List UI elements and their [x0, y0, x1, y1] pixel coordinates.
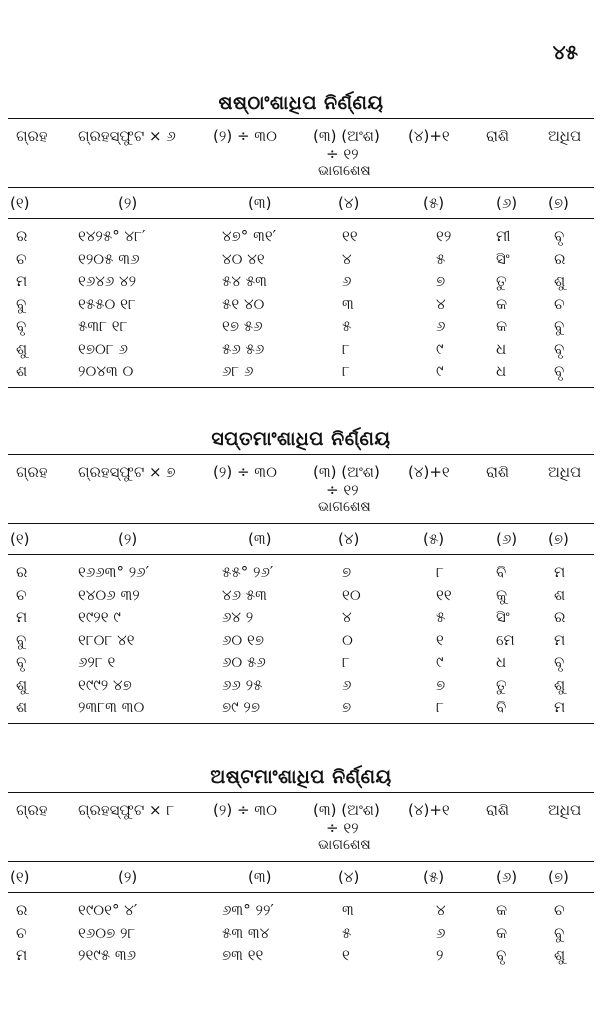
column-header: ରାଶି	[486, 463, 510, 481]
column-header: (୨) ÷ ୩୦	[213, 127, 277, 145]
column-number: (୪)	[338, 868, 360, 886]
table-section	[8, 88, 594, 388]
table-cell: ୧୬୦୭ ୨୮	[78, 923, 136, 942]
column-header: (୪)+୧	[408, 463, 450, 481]
table-cell: ବୁ	[16, 630, 27, 649]
page-number: ୪୫	[552, 40, 578, 64]
column-number: (୬)	[496, 194, 518, 212]
table-cell: ୫	[342, 923, 352, 942]
column-header: (୩) (ଅଂଶ)	[313, 801, 380, 819]
table-cell: ବୃ	[554, 653, 565, 671]
table-cell: ୧୯୯୨ ୪୭	[78, 675, 132, 694]
table-cell: ୫୬ ୫୬	[222, 339, 265, 358]
column-header: (୨) ÷ ୩୦	[213, 463, 277, 481]
table-cell: ମେ	[496, 630, 515, 649]
table-cell: ଶୁ	[16, 675, 28, 694]
section-title: ଅଷ୍ଟମାଂଶାଧିପ ନିର୍ଣ୍ଣୟ	[210, 766, 392, 788]
table-cell: ମ	[16, 946, 28, 964]
table-cell: ଚ	[554, 901, 565, 919]
column-number: (୫)	[423, 530, 445, 548]
column-header: ଅଧିପ	[548, 463, 582, 481]
table-cell: ୪୭° ୩୧′	[222, 227, 277, 245]
table-row	[8, 674, 594, 697]
column-numbers	[8, 188, 594, 218]
table-cell: ୪	[436, 294, 446, 313]
column-number: (୭)	[548, 868, 569, 886]
table-body	[8, 219, 594, 383]
table-row	[8, 629, 594, 652]
table-cell: କ	[496, 901, 508, 919]
column-header-sub: ଭାଗଶେଷ	[318, 499, 371, 515]
table-row	[8, 584, 594, 607]
table-cell: ୮	[342, 653, 350, 671]
table-cell: ୫୩ ୩୪	[222, 923, 270, 942]
table-cell: ୬	[342, 675, 352, 694]
column-number: (୫)	[423, 868, 445, 886]
column-header: ଗ୍ରହ	[16, 127, 48, 145]
table-cell: ମ	[16, 608, 28, 626]
table-cell: ତୁ	[496, 272, 507, 290]
table-cell: ୪୬ ୫୩	[222, 585, 267, 604]
table-body	[8, 893, 594, 967]
table-cell: କ	[496, 317, 508, 335]
table-cell: ଚ	[16, 585, 27, 604]
table-cell: ୮	[342, 339, 350, 358]
column-header: ଅଧିପ	[548, 801, 582, 819]
section-title: ଷଷ୍ଠାଂଶାଧିପ ନିର୍ଣ୍ଣୟ	[218, 92, 384, 114]
table-cell: ୩	[342, 901, 354, 919]
table-row	[8, 696, 594, 719]
column-header: (୨) ÷ ୩୦	[213, 801, 277, 819]
table-cell: ବି	[496, 698, 507, 716]
table-cell: ଶ	[16, 698, 28, 716]
table-cell: ବୃ	[554, 227, 565, 245]
table-cell: ଚ	[554, 294, 565, 313]
column-number: (୪)	[338, 530, 360, 548]
column-number: (୨)	[118, 530, 138, 548]
table-row	[8, 225, 594, 248]
table-cell: ୮	[342, 362, 350, 380]
column-header: ଗ୍ରହ	[16, 463, 48, 481]
table-cell: ୬୬ ୨୫	[222, 675, 263, 694]
table-cell: ମୀ	[496, 227, 511, 245]
section-title: ସପ୍ତମାଂଶାଧିପ ନିର୍ଣ୍ଣୟ	[211, 428, 391, 450]
table-cell: ବୁ	[16, 294, 27, 313]
table-cell: ଶୁ	[16, 339, 28, 358]
table-cell: ୬	[436, 317, 446, 335]
column-header-sub: ÷ ୧୨	[326, 819, 359, 837]
table-cell: ର	[554, 249, 566, 268]
table-row	[8, 315, 594, 338]
column-header-sub: ଭାଗଶେଷ	[318, 837, 371, 853]
table-rule	[8, 387, 594, 388]
table-cell: ବି	[496, 563, 507, 581]
column-number: (୧)	[10, 530, 30, 548]
table-cell: ସିଂ	[496, 249, 510, 268]
column-number: (୫)	[423, 194, 445, 212]
column-number: (୩)	[248, 868, 272, 886]
table-cell: ୭	[436, 272, 446, 290]
table-cell: ୫	[342, 317, 352, 335]
column-header: (୩) (ଅଂଶ)	[313, 127, 380, 145]
table-cell: ବୁ	[554, 317, 565, 335]
table-cell: ଶୁ	[554, 946, 566, 964]
table-cell: ୬୩° ୨୨′	[222, 901, 274, 919]
table-cell: ବୃ	[496, 946, 507, 964]
column-header: ଗ୍ରହ	[16, 801, 48, 819]
column-header: ଅଧିପ	[548, 127, 582, 145]
table-cell: ମ	[554, 698, 566, 716]
table-cell: ୮	[436, 563, 444, 581]
column-header: ରାଶି	[486, 127, 510, 145]
table-cell: ତୁ	[496, 675, 507, 694]
table-header	[8, 793, 594, 861]
table-cell: ୪	[342, 608, 352, 626]
table-cell: ବୃ	[554, 362, 565, 380]
column-number: (୩)	[248, 530, 272, 548]
table-cell: ୭୩ ୧୧	[222, 946, 264, 964]
table-cell: ୯	[436, 653, 444, 671]
table-cell: କ	[496, 294, 508, 313]
table-cell: ୨୦୪୩ ୦	[78, 362, 134, 380]
table-cell: ୧୨୦୫ ୩୬	[78, 249, 140, 268]
table-cell: ର	[16, 563, 28, 581]
table-row	[8, 270, 594, 293]
table-row	[8, 922, 594, 945]
column-numbers	[8, 862, 594, 892]
table-cell: ୬୮ ୬	[222, 362, 254, 380]
column-number: (୧)	[10, 194, 30, 212]
table-cell: ଶୁ	[554, 675, 566, 694]
table-cell: ଶ	[554, 585, 566, 604]
table-cell: ୨୩୮୩ ୩୦	[78, 698, 145, 716]
table-cell: ୧	[342, 946, 350, 964]
table-cell: ୬୦ ୫୬	[222, 653, 266, 671]
table-cell: ର	[554, 608, 566, 626]
table-cell: ମ	[554, 563, 566, 581]
table-cell: କୁ	[496, 585, 508, 604]
table-cell: ୧୮୦୮ ୪୧	[78, 630, 135, 649]
table-cell: ବୃ	[16, 653, 27, 671]
table-header	[8, 455, 594, 523]
table-cell: ୧୨	[436, 227, 452, 245]
column-header: ଗ୍ରହସ୍ଫୁଟ × ୬	[78, 127, 176, 145]
table-cell: ୧୯୨୧ ୯	[78, 608, 121, 626]
table-cell: ୧୯୦୧° ୪′	[78, 901, 138, 919]
table-row	[8, 338, 594, 361]
table-cell: ୧୧	[342, 227, 358, 245]
table-cell: ୨୧୯୫ ୩୬	[78, 946, 137, 964]
table-cell: ସିଂ	[496, 608, 510, 626]
table-cell: ର	[16, 901, 28, 919]
table-section	[8, 762, 594, 967]
table-cell: ୫	[436, 249, 446, 268]
table-cell: ୧୦	[342, 585, 361, 604]
table-cell: ୧୫୫୦ ୧୮	[78, 294, 136, 313]
table-row	[8, 360, 594, 383]
table-row	[8, 293, 594, 316]
table-cell: ୫୪ ୫୩	[222, 272, 267, 290]
column-header: (୪)+୧	[408, 127, 450, 145]
table-cell: ୧୭ ୫୬	[222, 317, 263, 335]
column-number: (୭)	[548, 530, 569, 548]
table-cell: ଶ	[16, 362, 28, 380]
table-cell: ୬୦ ୧୭	[222, 630, 265, 649]
column-header: ଗ୍ରହସ୍ଫୁଟ × ୭	[78, 463, 176, 481]
table-cell: ୬	[342, 272, 352, 290]
column-number: (୭)	[548, 194, 569, 212]
table-cell: ୨	[436, 946, 444, 964]
table-cell: ୯	[436, 339, 444, 358]
table-cell: ୬୨୮ ୧	[78, 653, 116, 671]
table-header	[8, 119, 594, 187]
column-header: (୪)+୧	[408, 801, 450, 819]
column-numbers	[8, 524, 594, 554]
table-row	[8, 944, 594, 967]
table-cell: ଧ	[496, 653, 507, 671]
table-cell: କ	[496, 923, 508, 942]
table-cell: ଧ	[496, 362, 507, 380]
table-cell: ଧ	[496, 339, 507, 358]
table-cell: ୬	[436, 923, 446, 942]
table-cell: ଚ	[16, 923, 27, 942]
table-cell: ବୃ	[16, 317, 27, 335]
table-cell: ମ	[554, 630, 566, 649]
table-row	[8, 561, 594, 584]
table-cell: ୬୪ ୨	[222, 608, 254, 626]
table-cell: ୮	[436, 698, 444, 716]
table-cell: ର	[16, 227, 28, 245]
table-cell: ୭	[342, 698, 352, 716]
table-cell: ୫	[436, 608, 446, 626]
table-body	[8, 555, 594, 719]
table-row	[8, 899, 594, 922]
column-number: (୧)	[10, 868, 30, 886]
table-cell: ୭୯ ୨୭	[222, 698, 261, 716]
table-cell: ୧୭୦୮ ୬	[78, 339, 128, 358]
table-cell: ବୃ	[554, 339, 565, 358]
table-cell: ୫୧ ୪୦	[222, 294, 265, 313]
column-number: (୬)	[496, 868, 518, 886]
table-cell: ମ	[16, 272, 28, 290]
column-header: ରାଶି	[486, 801, 510, 819]
table-section	[8, 424, 594, 724]
table-cell: ୫୩୮ ୧୮	[78, 317, 128, 335]
column-header: ଗ୍ରହସ୍ଫୁଟ × ୮	[78, 801, 175, 819]
table-cell: ୪୦ ୪୧	[222, 249, 265, 268]
table-cell: ୪	[342, 249, 352, 268]
table-cell: ୧୬୬୩° ୨୬′	[78, 563, 150, 581]
table-cell: ୧୪୨୫° ୪୮′	[78, 227, 146, 245]
table-cell: ୯	[436, 362, 444, 380]
table-cell: ଶୁ	[554, 272, 566, 290]
table-rule	[8, 723, 594, 724]
table-row	[8, 248, 594, 271]
table-cell: ୫୫° ୨୬′	[222, 563, 274, 581]
table-cell: ବୁ	[554, 923, 565, 942]
table-cell: ୭	[342, 563, 352, 581]
table-cell: ୩	[342, 294, 354, 313]
table-cell: ୪	[436, 901, 446, 919]
table-cell: ୧୧	[436, 585, 452, 604]
table-cell: ୦	[342, 630, 353, 649]
column-number: (୪)	[338, 194, 360, 212]
table-cell: ଚ	[16, 249, 27, 268]
column-number: (୬)	[496, 530, 518, 548]
column-header-sub: ÷ ୧୨	[326, 481, 359, 499]
table-cell: ୧୪୦୬ ୩୨	[78, 585, 140, 604]
column-header-sub: ÷ ୧୨	[326, 145, 359, 163]
column-header: (୩) (ଅଂଶ)	[313, 463, 380, 481]
table-cell: ୧	[436, 630, 444, 649]
table-cell: ୭	[436, 675, 446, 694]
column-header-sub: ଭାଗଶେଷ	[318, 163, 371, 179]
column-number: (୨)	[118, 868, 138, 886]
column-number: (୩)	[248, 194, 272, 212]
table-cell: ୧୬୪୬ ୪୨	[78, 272, 137, 290]
table-row	[8, 606, 594, 629]
table-row	[8, 651, 594, 674]
column-number: (୨)	[118, 194, 138, 212]
